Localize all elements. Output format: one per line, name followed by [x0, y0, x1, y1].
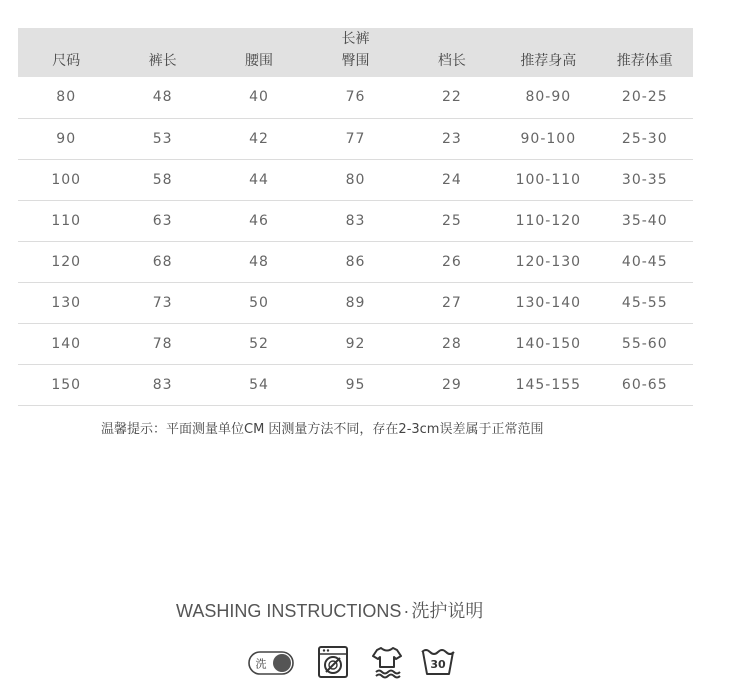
- measurement-note: 温馨提示：平面测量单位CM 因测量方法不同，存在2-3cm误差属于正常范围: [101, 422, 544, 437]
- cell-size: 90: [18, 118, 114, 159]
- hand-wash-toggle-icon: [248, 650, 296, 676]
- cell-pants-length: 58: [114, 159, 210, 200]
- svg-text:30: 30: [430, 658, 446, 671]
- cell-pants-length: 63: [114, 200, 210, 241]
- cell-rec-weight: 45-55: [597, 282, 693, 323]
- table-row: [18, 323, 693, 364]
- cell-hip: 95: [307, 364, 403, 405]
- cell-waist: 52: [211, 323, 307, 364]
- washing-title: [176, 597, 483, 623]
- cell-size: 80: [18, 77, 114, 118]
- table-row: [18, 77, 693, 118]
- washing-title-separator: ·: [403, 601, 410, 621]
- cell-rec-height: 130-140: [500, 282, 596, 323]
- cell-rec-height: 100-110: [500, 159, 596, 200]
- cell-rec-weight: 20-25: [597, 77, 693, 118]
- table-row: [18, 159, 693, 200]
- table-body: [18, 77, 693, 405]
- group-header-pants: 长裤: [341, 31, 370, 47]
- cell-hip: 86: [307, 241, 403, 282]
- cell-rise: 22: [404, 77, 500, 118]
- cell-pants-length: 78: [114, 323, 210, 364]
- no-machine-wash-icon: [316, 644, 350, 680]
- cell-rec-weight: 55-60: [597, 323, 693, 364]
- cell-rec-height: 90-100: [500, 118, 596, 159]
- cell-hip: 80: [307, 159, 403, 200]
- cell-rise: 29: [404, 364, 500, 405]
- cell-rec-height: 110-120: [500, 200, 596, 241]
- cell-rise: 25: [404, 200, 500, 241]
- table-row: [18, 364, 693, 405]
- cell-pants-length: 48: [114, 77, 210, 118]
- cell-size: 140: [18, 323, 114, 364]
- cell-waist: 40: [211, 77, 307, 118]
- table-row: [18, 282, 693, 323]
- cell-waist: 54: [211, 364, 307, 405]
- cell-size: 150: [18, 364, 114, 405]
- col-rec-weight: 推荐体重: [616, 53, 673, 69]
- cell-waist: 44: [211, 159, 307, 200]
- washing-title-en: WASHING INSTRUCTIONS: [176, 601, 402, 621]
- cell-rec-weight: 60-65: [597, 364, 693, 405]
- col-rise: 档长: [437, 53, 466, 69]
- cell-hip: 76: [307, 77, 403, 118]
- cell-rec-weight: 30-35: [597, 159, 693, 200]
- table-row: [18, 118, 693, 159]
- cell-waist: 42: [211, 118, 307, 159]
- cell-size: 110: [18, 200, 114, 241]
- cell-rec-height: 120-130: [500, 241, 596, 282]
- svg-text:洗: 洗: [255, 657, 267, 671]
- table-row: [18, 200, 693, 241]
- cell-hip: 83: [307, 200, 403, 241]
- cell-rec-height: 145-155: [500, 364, 596, 405]
- table-row: [18, 241, 693, 282]
- cell-rec-weight: 25-30: [597, 118, 693, 159]
- cell-size: 120: [18, 241, 114, 282]
- cell-pants-length: 73: [114, 282, 210, 323]
- col-pants-length: 裤长: [148, 53, 177, 69]
- cell-hip: 77: [307, 118, 403, 159]
- cell-pants-length: 83: [114, 364, 210, 405]
- cell-rise: 26: [404, 241, 500, 282]
- cell-rec-height: 80-90: [500, 77, 596, 118]
- cell-rise: 27: [404, 282, 500, 323]
- cell-waist: 46: [211, 200, 307, 241]
- size-chart-table: [18, 28, 693, 406]
- washing-title-cn: 洗护说明: [411, 601, 484, 621]
- cell-pants-length: 53: [114, 118, 210, 159]
- cell-size: 130: [18, 282, 114, 323]
- cell-rise: 24: [404, 159, 500, 200]
- col-hip: 长裤 臀围: [307, 28, 403, 77]
- cell-waist: 48: [211, 241, 307, 282]
- cell-hip: 89: [307, 282, 403, 323]
- cell-size: 100: [18, 159, 114, 200]
- cell-rise: 23: [404, 118, 500, 159]
- cell-rise: 28: [404, 323, 500, 364]
- cell-hip: 92: [307, 323, 403, 364]
- cell-rec-height: 140-150: [500, 323, 596, 364]
- wash-30-icon: [420, 645, 456, 677]
- cell-rec-weight: 35-40: [597, 200, 693, 241]
- col-rec-height: 推荐身高: [520, 53, 577, 69]
- table-header-row: [18, 28, 693, 77]
- cell-waist: 50: [211, 282, 307, 323]
- col-waist: 腰围: [245, 53, 274, 69]
- no-wring-icon: [370, 645, 404, 679]
- cell-rec-weight: 40-45: [597, 241, 693, 282]
- col-size: 尺码: [52, 53, 81, 69]
- cell-pants-length: 68: [114, 241, 210, 282]
